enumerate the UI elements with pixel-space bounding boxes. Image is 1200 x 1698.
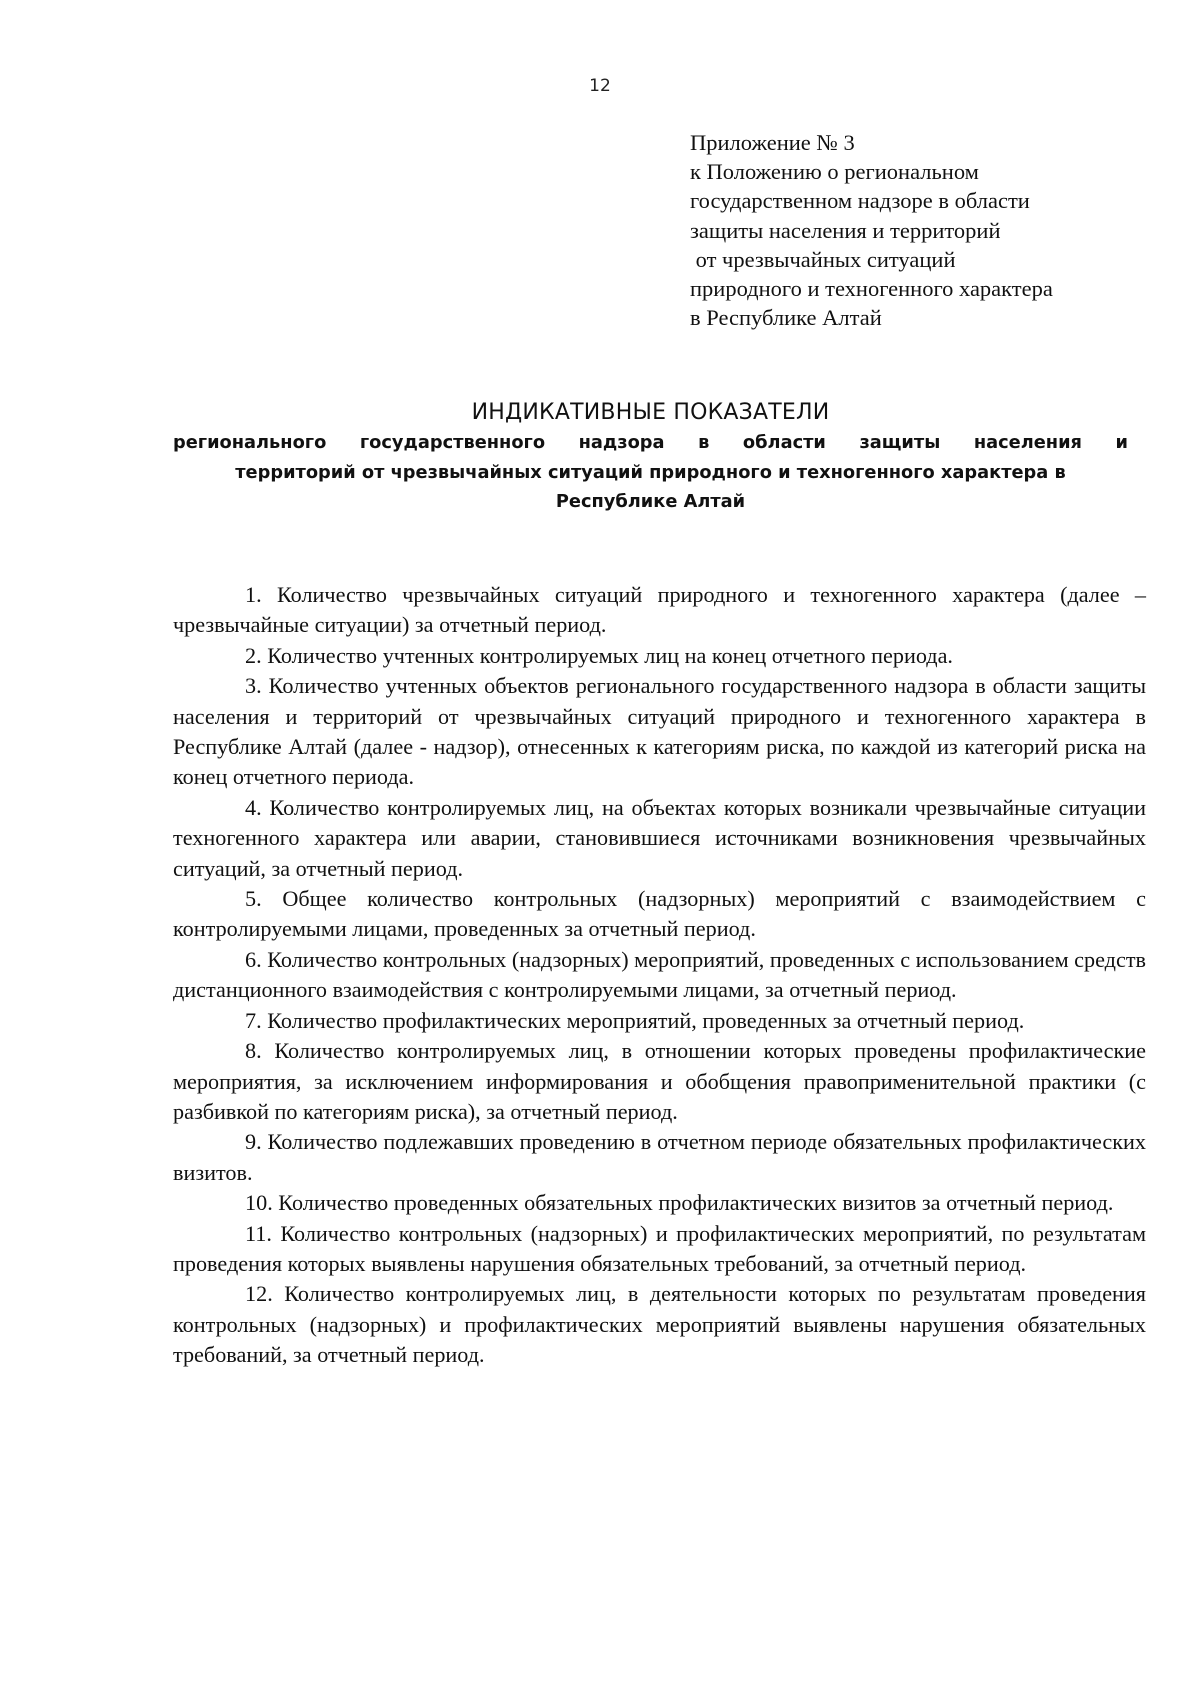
indicator-item: 6. Количество контрольных (надзорных) мероприятий, проведенных с использованием средств дистанционного взаимодействия с контролируемыми лицами, за отчетный период. [173, 946, 1146, 1003]
appendix-line: Приложение № 3 [690, 130, 855, 155]
indicator-item: 12. Количество контролируемых лиц, в деятельности которых по результатам проведения контрольных (надзорных) и профилактических мероприятий выявлены нарушения обязательных требований, за отчетный период. [173, 1281, 1146, 1368]
page-number: 12 [589, 76, 611, 96]
indicator-item: 5. Общее количество контрольных (надзорных) мероприятий с взаимодействием с контролируемыми лицами, проведенных за отчетный период. [173, 886, 1146, 942]
appendix-reference [690, 128, 1160, 332]
indicator-item: 11. Количество контрольных (надзорных) и профилактических мероприятий, по результатам проведения которых выявлены нарушения обязательных требований, за отчетный период. [173, 1220, 1146, 1276]
appendix-line: к Положению о региональном [690, 159, 979, 185]
subtitle-line: регионального государственного надзора в области защиты населения и [173, 432, 1128, 453]
appendix-line: государственном надзоре в области [690, 188, 1030, 214]
indicator-item: 4. Количество контролируемых лиц, на объектах которых возникали чрезвычайные ситуации техногенного характера или аварии, становившиеся источниками возникновения чрезвычайных ситуаций, за отчетный период. [173, 794, 1146, 881]
indicator-item: 3. Количество учтенных объектов регионального государственного надзора в области защиты населения и территорий от чрезвычайных ситуаций природного и техногенного характера в Республике Алтай (далее - надзор), отнесенных к категориям риска, по каждой из категорий риска на конец отчетного периода. [173, 673, 1146, 790]
indicator-list [173, 580, 1146, 1371]
document-subtitle [173, 428, 1128, 517]
document-title: ИНДИКАТИВНЫЕ ПОКАЗАТЕЛИ [471, 400, 830, 425]
appendix-line: природного и техногенного характера [690, 276, 1053, 302]
appendix-line: от чрезвычайных ситуаций [690, 246, 956, 272]
subtitle-line: Республике Алтай [555, 491, 746, 512]
document-title-block [173, 398, 1128, 517]
appendix-line: в Республике Алтай [690, 305, 882, 331]
indicator-item: 10. Количество проведенных обязательных профилактических визитов за отчетный период. [245, 1190, 1114, 1216]
indicator-item: 8. Количество контролируемых лиц, в отношении которых проведены профилактические мероприятия, за исключением информирования и обобщения правоприменительной практики (с разбивкой по категориям риска), за отчетный период. [173, 1038, 1146, 1124]
indicator-item: 7. Количество профилактических мероприятий, проведенных за отчетный период. [245, 1007, 1025, 1033]
indicator-item: 2. Количество учтенных контролируемых лиц на конец отчетного периода. [245, 642, 953, 668]
appendix-line: защиты населения и территорий [690, 217, 1001, 243]
subtitle-line: территорий от чрезвычайных ситуаций природного и техногенного характера в [235, 461, 1066, 483]
indicator-item: 9. Количество подлежавших проведению в отчетном периоде обязательных профилактических визитов. [173, 1129, 1146, 1185]
indicator-item: 1. Количество чрезвычайных ситуаций природного и техногенного характера (далее – чрезвычайные ситуации) за отчетный период. [173, 582, 1146, 638]
